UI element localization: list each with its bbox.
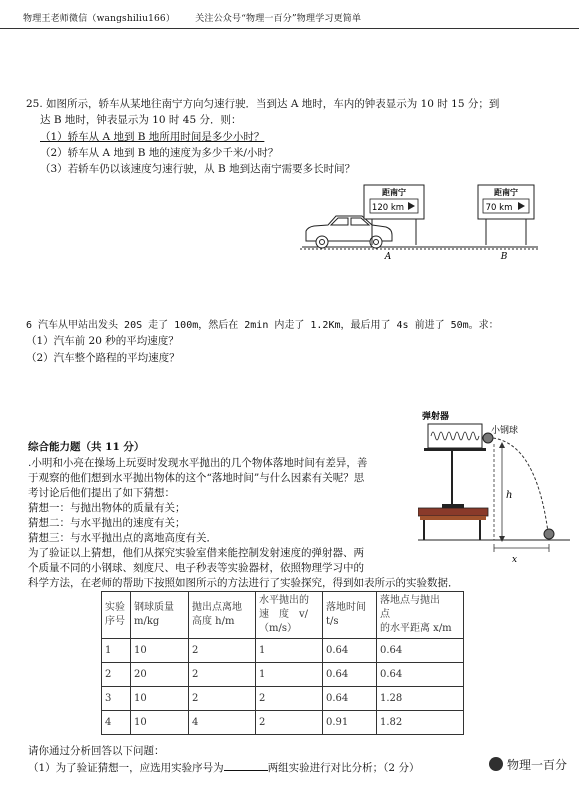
car-road-figure	[300, 183, 540, 263]
car-icon	[306, 216, 392, 248]
watermark-text: 物理一百分	[506, 758, 567, 772]
q25-line1: 25. 如图所示，轿车从某地往南宁方向匀速行驶．当到达 A 地时，车内的钟表显示为 10 时 15 分；到	[26, 98, 500, 110]
comp-line4: 为了验证以上猜想，他们从探究实验室借来能控制发射速度的弹射器、两	[28, 547, 364, 559]
header-right: 关注公众号“物理一百分”物理学习更简单	[195, 14, 362, 24]
comp-line1: .小明和小亮在操场上玩耍时发现水平抛出的几个物体落地时间有差异，善	[28, 457, 368, 469]
label-h: h	[506, 490, 513, 501]
wechat-logo-icon	[489, 757, 503, 771]
table-row: 2 20 2 1 0.64 0.64	[102, 663, 464, 687]
table-edge	[420, 516, 486, 520]
ask-line: 请你通过分析回答以下问题：	[28, 745, 165, 757]
experiment-table	[101, 591, 464, 735]
header-left: 物理王老师微信（wangshiliu166）	[23, 14, 176, 24]
comp-q1-pre: （1）为了验证猜想一，应选用实验序号为	[28, 762, 224, 774]
sign-b-value: 70 km	[485, 203, 513, 213]
label-a: A	[384, 252, 392, 262]
table-row: 4 10 4 2 0.91 1.82	[102, 711, 464, 735]
projectile-figure	[418, 410, 570, 570]
header-divider	[0, 28, 579, 29]
table-row: 3 10 2 2 0.64 1.28	[102, 687, 464, 711]
table-header-row	[102, 592, 464, 639]
comp-title: 综合能力题（共 11 分）	[28, 441, 145, 453]
comp-line2: 于观察的他们想到水平抛出物体的这个“落地时间”与什么因素有关呢？思	[28, 472, 365, 484]
trajectory	[493, 438, 548, 532]
guess-2: 猜想二：与水平抛出的速度有关；	[28, 517, 186, 529]
th-index: 实验 序号	[102, 592, 131, 639]
table-top	[418, 508, 488, 516]
comp-line3: 考讨论后他们提出了如下猜想：	[28, 487, 175, 499]
watermark	[489, 756, 567, 773]
label-b: B	[500, 252, 508, 262]
steel-ball-land-icon	[544, 529, 554, 539]
q6-line1: 6 汽车从甲站出发头 20S 走了 100m，然后在 2min 内走了 1.2Km，最后用了 4s 前进了 50m。求：	[26, 320, 499, 331]
page-header	[23, 11, 361, 24]
height-arrow-up-icon	[499, 442, 505, 448]
stand-foot	[442, 504, 464, 508]
comp-line5: 个质量不同的小钢球、刻度尺、电子秒表等实验器材，依照物理学习中的	[28, 562, 364, 574]
th-mass: 钢球质量 m/kg	[131, 592, 189, 639]
q6-sub2: （2）汽车整个路程的平均速度？	[26, 352, 180, 364]
label-launcher: 弹射器	[422, 412, 450, 422]
q25-line2: 达 B 地时，钟表显示为 10 时 45 分．则：	[40, 114, 242, 126]
th-velocity: 水平抛出的 速 度 v/ （m/s）	[256, 592, 323, 639]
comp-q1	[28, 760, 419, 776]
th-time: 落地时间 t/s	[323, 592, 377, 639]
table-row: 1 10 2 1 0.64 0.64	[102, 639, 464, 663]
guess-1: 猜想一：与抛出物体的质量有关；	[28, 502, 186, 514]
q25-sub3: （3）若轿车仍以该速度匀速行驶，从 B 地到达南宁需要多长时间？	[40, 163, 356, 175]
q6-sub1: （1）汽车前 20 秒的平均速度？	[26, 335, 179, 347]
answer-blank[interactable]	[224, 760, 268, 771]
sign-a-value: 120 km	[371, 203, 405, 213]
comp-line6: 科学方法，在老师的帮助下按照如图所示的方法进行了实验探究，得到如表所示的实验数据．	[28, 577, 459, 589]
q25-sub1-text: （1）轿车从 A 地到 B 地所用时间是多少小时？	[40, 131, 265, 143]
sign-b-title: 距南宁	[494, 187, 518, 197]
comp-q1-post: 两组实验进行对比分析；（2 分）	[267, 762, 420, 774]
label-x: x	[512, 555, 518, 565]
q25-sub2: （2）轿车从 A 地到 B 地的速度为多少千米/小时？	[40, 147, 279, 159]
sign-a-title: 距南宁	[382, 187, 406, 197]
launcher-base	[424, 448, 486, 451]
th-distance: 落地点与抛出 点 的水平距离 x/m	[377, 592, 464, 639]
th-height: 抛出点离地 高度 h/m	[189, 592, 256, 639]
q25-sub1	[40, 130, 264, 145]
guess-3: 猜想三：与水平抛出点的离地高度有关．	[28, 532, 217, 544]
label-ball: 小钢球	[491, 426, 519, 436]
height-arrow-down-icon	[499, 536, 505, 542]
